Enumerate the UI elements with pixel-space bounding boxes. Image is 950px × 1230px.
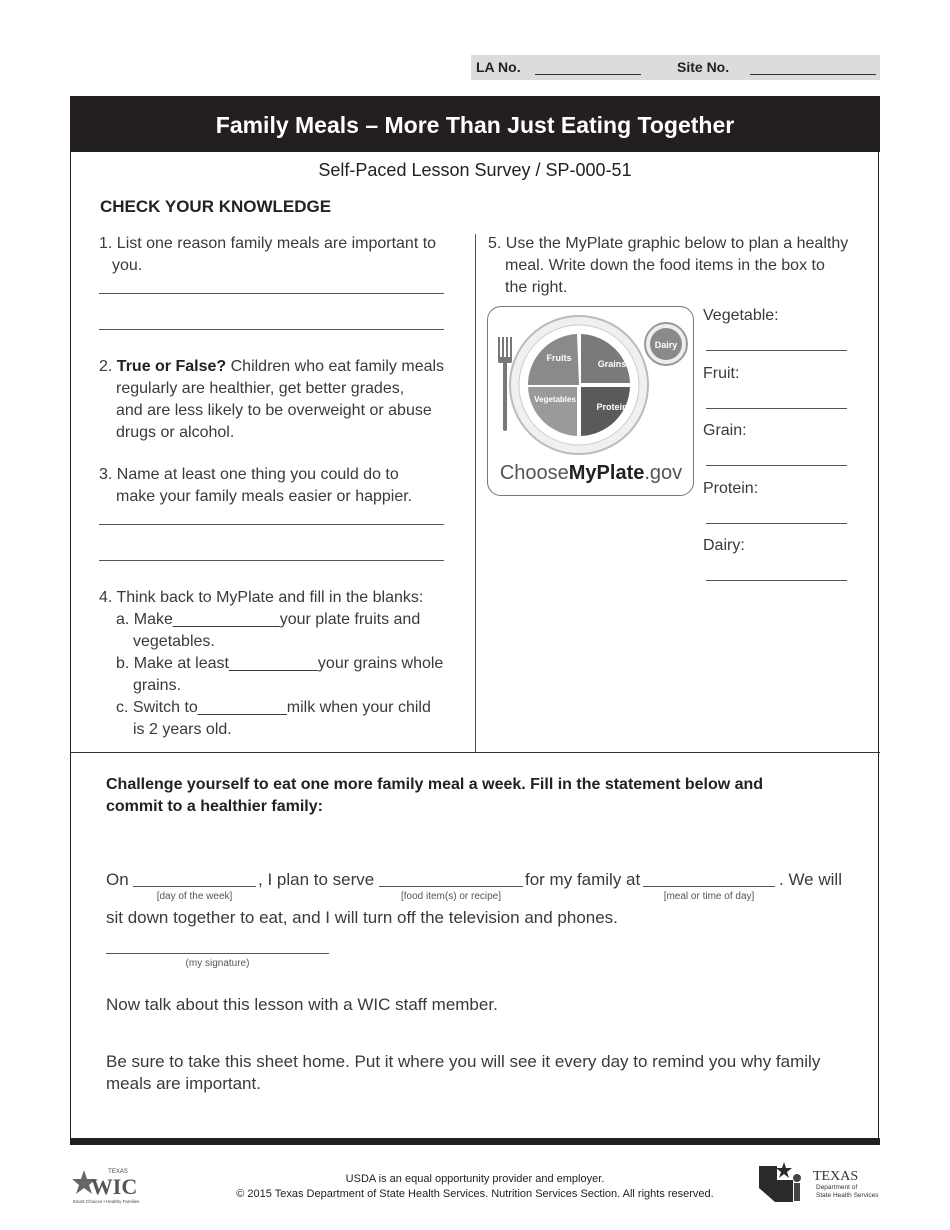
q2-line2: regularly are healthier, get better grades,	[116, 380, 405, 397]
grain-label: Grain:	[703, 422, 747, 439]
brand-gov: .gov	[644, 462, 683, 484]
grains-label: Grains	[597, 359, 627, 369]
choosemyplate-brand	[500, 462, 682, 484]
caption-day: [day of the week]	[156, 891, 233, 902]
question-2	[99, 356, 444, 444]
la-number-field[interactable]	[535, 74, 641, 75]
dairy-field[interactable]	[706, 580, 847, 581]
q4-b1: b. Make at least__________your grains whole	[116, 655, 444, 672]
answer-line-q1a[interactable]	[99, 293, 444, 294]
q1-line2: you.	[112, 257, 143, 274]
site-number-label: Site No.	[677, 59, 730, 75]
protein-field[interactable]	[706, 523, 847, 524]
id-fields	[471, 55, 880, 80]
statement-we-will: . We will	[779, 870, 842, 889]
challenge-line2: commit to a healthier family:	[106, 798, 323, 815]
texas-wic-logo	[70, 1166, 142, 1206]
vegetable-label: Vegetable:	[703, 307, 779, 324]
take-home-line2: meals are important.	[106, 1074, 261, 1093]
q2-true-false: True or False?	[116, 358, 227, 375]
question-3	[99, 464, 412, 508]
take-home-text	[106, 1051, 820, 1095]
bottom-bar	[70, 1138, 880, 1145]
texas-dshs-logo	[757, 1158, 885, 1204]
q5-line2: meal. Write down the food items in the box to	[505, 257, 825, 274]
fruits-label: Fruits	[546, 353, 572, 363]
site-number-field[interactable]	[750, 74, 876, 75]
q2-number: 2.	[99, 358, 113, 375]
q4-c2: is 2 years old.	[133, 721, 232, 738]
q5-line3: the right.	[505, 279, 568, 296]
question-1	[99, 233, 436, 277]
grain-field[interactable]	[706, 465, 847, 466]
q4-line1: 4. Think back to MyPlate and fill in the blanks:	[99, 589, 424, 606]
q2-line1: Children who eat family meals	[226, 358, 445, 375]
q4-a2: vegetables.	[133, 633, 215, 650]
texas-shape-icon	[759, 1166, 793, 1202]
q3-line2: make your family meals easier or happier.	[116, 488, 413, 505]
vegetable-field[interactable]	[706, 350, 847, 351]
statement-for-family: for my family at	[525, 870, 641, 889]
q4-c1: c. Switch to__________milk when your child	[116, 699, 431, 716]
answer-line-q3b[interactable]	[99, 560, 444, 561]
challenge-line1: Challenge yourself to eat one more family meal a week. Fill in the statement below and	[106, 776, 764, 793]
section-divider	[70, 752, 880, 753]
statement-on: On	[106, 870, 129, 889]
myplate-graphic	[487, 306, 694, 496]
signature-field[interactable]	[106, 953, 329, 954]
q5-line1: 5. Use the MyPlate graphic below to plan a healthy	[488, 235, 849, 252]
dshs-logo-graphic	[757, 1158, 885, 1204]
caption-meal: [meal or time of day]	[663, 891, 755, 902]
answer-line-q1b[interactable]	[99, 329, 444, 330]
q4-b2: grains.	[133, 677, 182, 694]
statement-line2: sit down together to eat, and I will turn off the television and phones.	[106, 908, 618, 927]
brand-myplate: MyPlate	[568, 462, 645, 484]
q1-line1: 1. List one reason family meals are important to	[99, 235, 437, 252]
statement-plan: , I plan to serve	[258, 870, 375, 889]
q2-line3: and are less likely to be overweight or abuse	[116, 402, 432, 419]
star-icon	[776, 1162, 792, 1178]
vegetables-label: Vegetables	[534, 395, 576, 404]
dairy-label-field: Dairy:	[703, 537, 745, 554]
protein-label: Protein:	[703, 480, 759, 497]
la-number-label: LA No.	[476, 59, 521, 75]
page-subtitle: Self-Paced Lesson Survey / SP-000-51	[318, 160, 632, 180]
q4-a1: a. Make____________your plate fruits and	[116, 611, 421, 628]
footer-line2: © 2015 Texas Department of State Health Services. Nutrition Services Section. All rights reserved.	[236, 1188, 714, 1200]
food-item-field[interactable]	[379, 886, 523, 887]
question-5	[488, 233, 848, 299]
person-icon	[793, 1174, 801, 1182]
dairy-label: Dairy	[654, 340, 678, 350]
wic-logo-graphic	[70, 1166, 142, 1206]
myplate-illustration	[488, 307, 693, 495]
wic-tagline: Smart Choices • Healthy Families	[72, 1199, 140, 1204]
brand-choose: Choose	[499, 462, 569, 484]
section-heading: CHECK YOUR KNOWLEDGE	[100, 197, 332, 216]
page-title: Family Meals – More Than Just Eating Together	[70, 96, 880, 152]
fruit-label: Fruit:	[703, 365, 740, 382]
caption-food: [food item(s) or recipe]	[400, 891, 502, 902]
caption-signature: (my signature)	[185, 958, 250, 969]
challenge-text	[106, 774, 763, 818]
column-divider	[475, 234, 476, 752]
meal-time-field[interactable]	[643, 886, 775, 887]
dshs-state-text: State Health Services	[816, 1192, 879, 1199]
dshs-texas-text: TEXAS	[813, 1169, 859, 1184]
day-of-week-field[interactable]	[133, 886, 256, 887]
take-home-line1: Be sure to take this sheet home. Put it where you will see it every day to remind you why family	[106, 1052, 821, 1071]
fruit-field[interactable]	[706, 408, 847, 409]
footer-line1: USDA is an equal opportunity provider and employer.	[345, 1173, 605, 1185]
q2-line4: drugs or alcohol.	[116, 424, 235, 441]
answer-line-q3a[interactable]	[99, 524, 444, 525]
question-4	[99, 587, 443, 741]
q3-line1: 3. Name at least one thing you could do to	[99, 466, 399, 483]
talk-text: Now talk about this lesson with a WIC staff member.	[106, 995, 498, 1014]
wic-texas-text: TEXAS	[108, 1169, 128, 1175]
wic-text: WIC	[90, 1174, 138, 1199]
protein-label: Protein	[596, 402, 628, 412]
dshs-dept-text: Department of	[816, 1184, 858, 1191]
